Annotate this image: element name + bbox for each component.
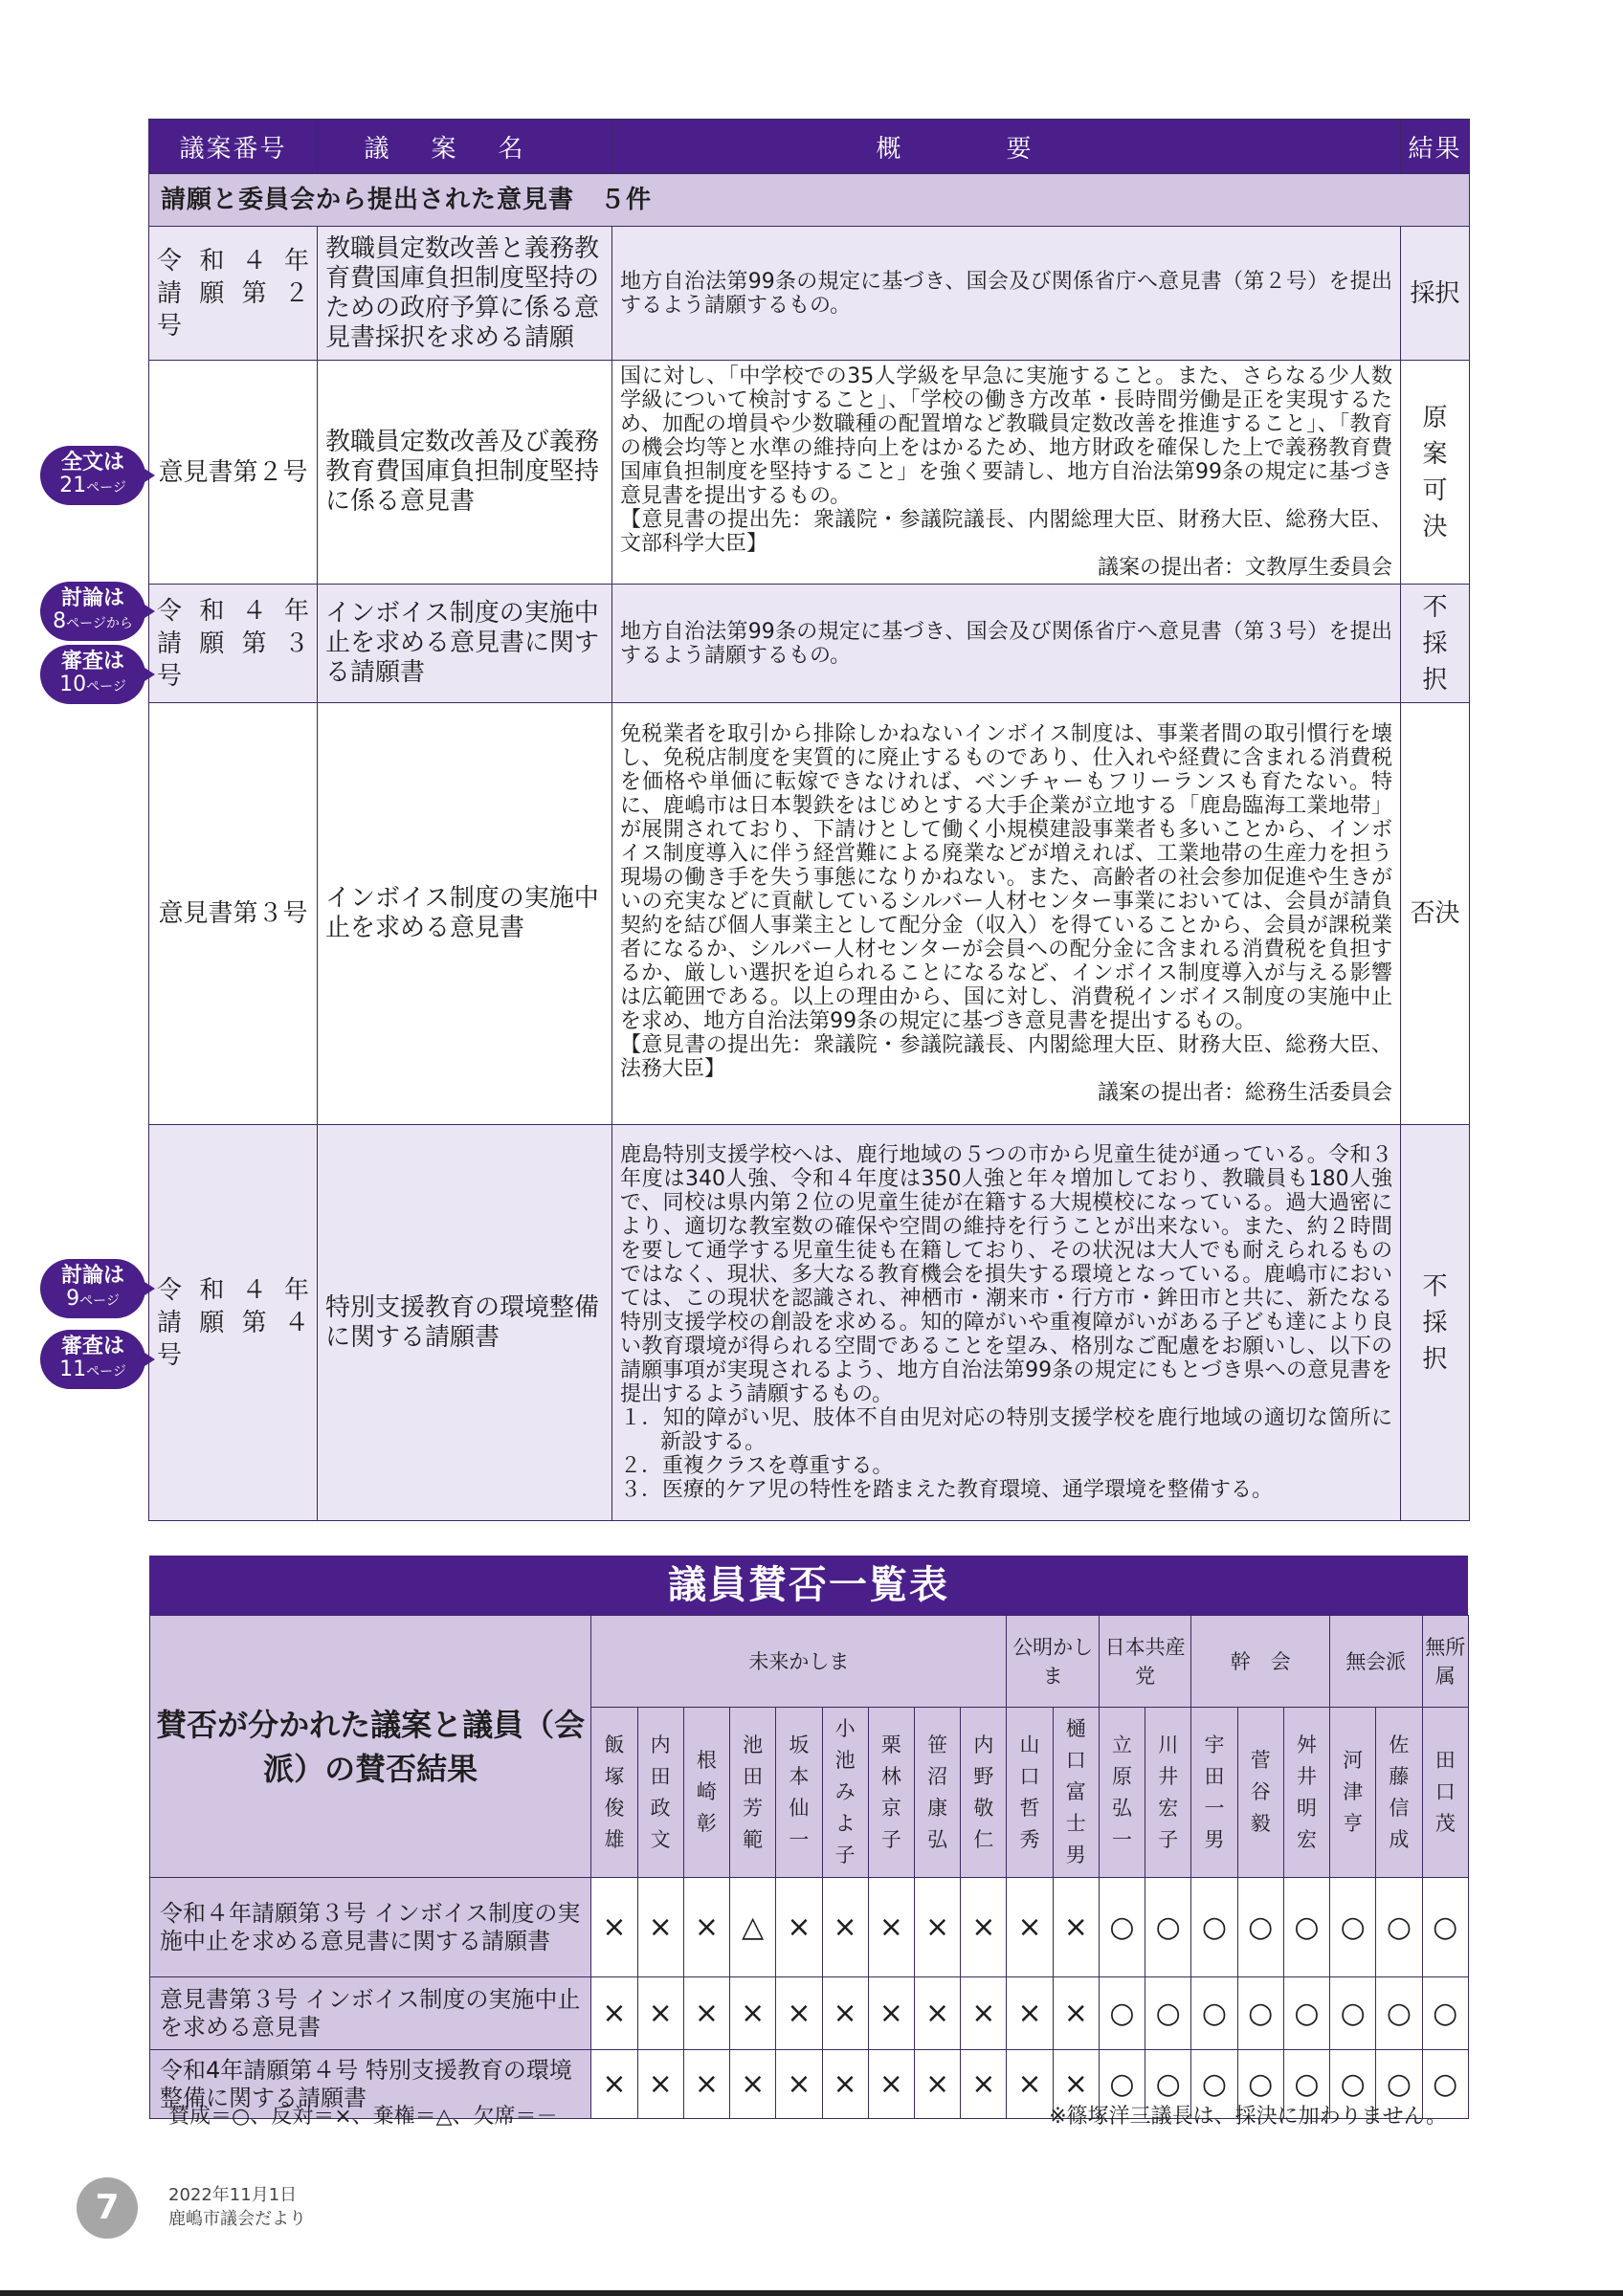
reference-bubble[interactable]: 審査は 11ページ [40, 1330, 145, 1389]
vote-mark: ○ [1191, 1878, 1237, 1977]
vote-mark: × [1053, 1977, 1099, 2050]
footer-date: 2022年11月1日 [168, 2185, 298, 2205]
bill-number: 意見書第２号 [149, 361, 318, 585]
vote-mark: × [683, 1878, 729, 1977]
page-number: 7 [77, 2177, 138, 2239]
vote-mark: ○ [1283, 1878, 1329, 1977]
vote-mark: ○ [1376, 2050, 1422, 2119]
vote-mark: × [591, 2050, 637, 2119]
vote-row [150, 1977, 1469, 2050]
bill-name: インボイス制度の実施中止を求める意見書に関する請願書 [318, 585, 612, 703]
vote-mark: ○ [1237, 1977, 1283, 2050]
header-result: 結果 [1401, 120, 1470, 174]
vote-mark: ○ [1191, 2050, 1237, 2119]
vote-mark: ○ [1145, 1977, 1191, 2050]
vote-mark: ○ [1330, 1878, 1376, 1977]
vote-row-label: 意見書第３号 インボイス制度の実施中止を求める意見書 [150, 1977, 591, 2050]
bill-table-header [149, 120, 1470, 174]
bill-proposer: 議案の提出者：総務生活委員会 [1097, 1081, 1392, 1105]
bill-result: 否決 [1401, 703, 1470, 1125]
reference-bubble[interactable]: 全文は 21ページ [40, 446, 145, 505]
vote-mark: ○ [1099, 1977, 1145, 2050]
vote-mark: × [683, 2050, 729, 2119]
member-name: 樋口富士男 [1053, 1708, 1099, 1878]
list-item: ２．重複クラスを尊重する。 [620, 1454, 894, 1478]
table-row [149, 227, 1470, 361]
vote-row-label: 令和4年請願第４号 特別支援教育の環境整備に関する請願書 [150, 2050, 591, 2119]
list-item: ３．医療的ケア児の特性を踏まえた教育環境、通学環境を整備する。 [620, 1478, 1274, 1502]
vote-mark: ○ [1330, 1977, 1376, 2050]
member-name: 菅谷毅 [1237, 1708, 1283, 1878]
bill-result: 不採択 [1401, 1125, 1470, 1521]
vote-mark: × [1007, 1878, 1053, 1977]
section-title: 請願と委員会から提出された意見書 ５件 [149, 174, 1470, 227]
bill-proposer: 議案の提出者：文教厚生委員会 [1097, 556, 1392, 580]
vote-mark: × [868, 1977, 914, 2050]
vote-mark: × [1053, 2050, 1099, 2119]
member-name: 立原弘一 [1099, 1708, 1145, 1878]
vote-mark: ○ [1191, 1977, 1237, 2050]
vote-mark: × [914, 1977, 960, 2050]
bill-number: 令 和 ４ 年 請 願 第 ２ 号 [149, 227, 318, 361]
vote-mark: ○ [1422, 1977, 1468, 2050]
vote-mark: × [730, 1977, 776, 2050]
table-row [149, 361, 1470, 585]
vote-mark: × [591, 1878, 637, 1977]
vote-mark: × [637, 2050, 683, 2119]
vote-mark: × [637, 1878, 683, 1977]
vote-mark: × [637, 1977, 683, 2050]
faction-label: 公明かしま [1007, 1616, 1099, 1708]
vote-mark: ○ [1145, 2050, 1191, 2119]
faction-label: 無会派 [1330, 1616, 1422, 1708]
vote-mark: ○ [1099, 2050, 1145, 2119]
member-name: 舛井明宏 [1283, 1708, 1329, 1878]
member-name: 田口茂 [1422, 1708, 1468, 1878]
bill-table [148, 119, 1470, 1521]
petition-items [620, 1406, 1392, 1502]
vote-mark: ○ [1283, 2050, 1329, 2119]
bill-name: 教職員定数改善と義務教育費国庫負担制度堅持のための政府予算に係る意見書採択を求める請願 [318, 227, 612, 361]
member-name: 笹沼康弘 [914, 1708, 960, 1878]
member-name: 栗林京子 [868, 1708, 914, 1878]
member-name: 小池みよ子 [822, 1708, 868, 1878]
vote-mark: × [961, 2050, 1007, 2119]
vote-mark: ○ [1283, 1977, 1329, 2050]
member-name: 佐藤信成 [1376, 1708, 1422, 1878]
bill-summary: 地方自治法第99条の規定に基づき、国会及び関係省庁へ意見書（第３号）を提出するよう請願するもの。 [612, 585, 1401, 703]
bill-name: 教職員定数改善及び義務教育費国庫負担制度堅持に係る意見書 [318, 361, 612, 585]
vote-mark: × [961, 1878, 1007, 1977]
faction-label: 無所属 [1422, 1616, 1468, 1708]
reference-bubble[interactable]: 審査は 10ページ [40, 645, 145, 704]
member-name: 河津亨 [1330, 1708, 1376, 1878]
table-row [149, 703, 1470, 1125]
vote-mark: × [914, 2050, 960, 2119]
table-row [149, 585, 1470, 703]
reference-bubble[interactable]: 討論は 8ページから [40, 582, 145, 641]
vote-note: ※篠塚洋三議長は、採決に加わりません。 [1049, 2105, 1447, 2129]
bottom-rule [0, 2290, 1623, 2296]
bill-name: インボイス制度の実施中止を求める意見書 [318, 703, 612, 1125]
vote-mark: ○ [1145, 1878, 1191, 1977]
list-item: １．知的障がい児、肢体不自由児対応の特別支援学校を鹿行地域の適切な箇所に新設する。 [620, 1406, 1392, 1454]
bill-result: 原案可決 [1401, 361, 1470, 585]
vote-mark: × [822, 2050, 868, 2119]
bill-summary: 地方自治法第99条の規定に基づき、国会及び関係省庁へ意見書（第２号）を提出するよう請願するもの。 [612, 227, 1401, 361]
vote-mark: ○ [1330, 2050, 1376, 2119]
bill-summary: 鹿島特別支援学校へは、鹿行地域の５つの市から児童生徒が通っている。令和３年度は340人強、令和４年度は350人強と年々増加しており、教職員も180人強で、同校は県内第２位の児童生徒が在籍する大規模校になっている。過大過密により、適切な教室数の確保や空間の維持を行うことが出来ない。また、約２時間を要して通学する児童生徒も在籍しており、その状況は大人でも耐えられるものではなく、現状、多大なる教育機会を損失する環境となっている。鹿嶋市においては、この現状を認識され、神栖市・潮来市・行方市・鉾田市と共に、新たなる特別支援学校の創設を求める。知的障がいや重複障がいがある子ども達により良い教育環境が得られる空間であることを望み、格別なご配慮をお願いし、以下の請願事項が実現されるよう、地方自治法第99条の規定にもとづき県への意見書を提出するよう請願するもの。 １．知的障がい児、肢体不自由児対応の特別支援学校を鹿行地域の適切な箇所に新設する。 ２．重複クラスを尊重する。 ３．医療的ケア児の特性を踏まえた教育環境、通学環境を整備する。 [612, 1125, 1401, 1521]
bill-result: 採択 [1401, 227, 1470, 361]
vote-mark: × [961, 1977, 1007, 2050]
vote-mark: ○ [1099, 1878, 1145, 1977]
vote-mark: × [868, 2050, 914, 2119]
vote-mark: ○ [1237, 2050, 1283, 2119]
member-name: 山口哲秀 [1007, 1708, 1053, 1878]
vote-mark: × [730, 2050, 776, 2119]
vote-mark: × [1053, 1878, 1099, 1977]
bill-summary: 免税業者を取引から排除しかねないインボイス制度は、事業者間の取引慣行を壊し、免税店制度を実質的に廃止するものであり、仕入れや経費に含まれる消費税を価格や単価に転嫁できなければ、ベンチャーもフリーランスも育たない。特に、鹿嶋市は日本製鉄をはじめとする大手企業が立地する「鹿島臨海工業地帯」が展開されており、下請けとして働く小規模建設事業者も多いことから、インボイス制度導入に伴う経営難による廃業などが増えれば、工業地帯の生産力を担う現場の働き手を失う事態になりかねない。また、高齢者の社会参加促進や生きがいの充実などに貢献しているシルバー人材センター事業においては、会員が請負契約を結び個人事業主として配分金（収入）を得ていることから、会員が課税業者になるか、シルバー人材センターが会員への配分金に含まれる消費税を負担するか、厳しい選択を迫られることになるなど、インボイス制度導入が与える影響は広範囲である。以上の理由から、国に対し、消費税インボイス制度の実施中止を求め、地方自治法第99条の規定に基づき意見書を提出するもの。 【意見書の提出先：衆議院・参議院議長、内閣総理大臣、財務大臣、総務大臣、法務大臣】 議案の提出者：総務生活委員会 [612, 703, 1401, 1125]
vote-mark: × [776, 2050, 822, 2119]
vote-mark: × [776, 1977, 822, 2050]
vote-row-label: 令和４年請願第３号 インボイス制度の実施中止を求める意見書に関する請願書 [150, 1878, 591, 1977]
vote-mark: × [1007, 2050, 1053, 2119]
bill-name: 特別支援教育の環境整備に関する請願書 [318, 1125, 612, 1521]
faction-row [150, 1616, 1469, 1708]
faction-label: 幹 会 [1191, 1616, 1330, 1708]
member-name: 川井宏子 [1145, 1708, 1191, 1878]
faction-label: 未来かしま [591, 1616, 1007, 1708]
vote-mark: × [914, 1878, 960, 1977]
footer-publication: 鹿嶋市議会だより [168, 2209, 306, 2229]
bill-summary: 国に対し、「中学校での35人学級を早急に実施すること。また、さらなる少人数学級について検討すること」、「学校の働き方改革・長時間労働是正を実現するため、加配の増員や少数職種の配置増など教職員定数改善を推進すること」、「教育の機会均等と水準の維持向上をはかるため、地方財政を確保した上で義務教育費国庫負担制度を堅持すること」を強く要請し、地方自治法第99条の規定に基づき意見書を提出するもの。 【意見書の提出先：衆議院・参議院議長、内閣総理大臣、財務大臣、総務大臣、文部科学大臣】 議案の提出者：文教厚生委員会 [612, 361, 1401, 585]
vote-mark: × [591, 1977, 637, 2050]
member-name: 根崎彰 [683, 1708, 729, 1878]
vote-mark: ○ [1237, 1878, 1283, 1977]
member-name: 内野敬仁 [961, 1708, 1007, 1878]
vote-mark: ○ [1376, 1878, 1422, 1977]
reference-bubble[interactable]: 討論は 9ページ [40, 1259, 145, 1318]
faction-label: 日本共産党 [1099, 1616, 1190, 1708]
vote-table [149, 1615, 1469, 2119]
table-row [149, 1125, 1470, 1521]
vote-legend: 賛成＝○、反対＝×、棄権＝△、欠席＝－ [168, 2105, 558, 2129]
bill-result: 不採択 [1401, 585, 1470, 703]
bill-number: 令 和 ４ 年 請 願 第 ３ 号 [149, 585, 318, 703]
member-name: 坂本仙一 [776, 1708, 822, 1878]
header-summary: 概要 [612, 120, 1401, 174]
vote-mark: × [776, 1878, 822, 1977]
header-number: 議案番号 [149, 120, 318, 174]
vote-row [150, 1878, 1469, 1977]
vote-mark: × [822, 1977, 868, 2050]
member-name: 飯塚俊雄 [591, 1708, 637, 1878]
member-name: 池田芳範 [730, 1708, 776, 1878]
vote-mark: ○ [1422, 1878, 1468, 1977]
vote-table-corner-label: 賛否が分かれた議案と議員（会派）の賛否結果 [150, 1616, 591, 1878]
vote-mark: × [683, 1977, 729, 2050]
header-name: 議案名 [318, 120, 612, 174]
vote-mark: × [1007, 1977, 1053, 2050]
bill-number: 意見書第３号 [149, 703, 318, 1125]
vote-mark: × [822, 1878, 868, 1977]
vote-table-title: 議員賛否一覧表 [149, 1556, 1468, 1615]
bill-number: 令 和 ４ 年 請 願 第 ４ 号 [149, 1125, 318, 1521]
vote-mark: △ [730, 1878, 776, 1977]
vote-mark: ○ [1422, 2050, 1468, 2119]
member-name: 内田政文 [637, 1708, 683, 1878]
vote-mark: ○ [1376, 1977, 1422, 2050]
member-name: 宇田一男 [1191, 1708, 1237, 1878]
footer-info [168, 2183, 306, 2231]
vote-mark: × [868, 1878, 914, 1977]
